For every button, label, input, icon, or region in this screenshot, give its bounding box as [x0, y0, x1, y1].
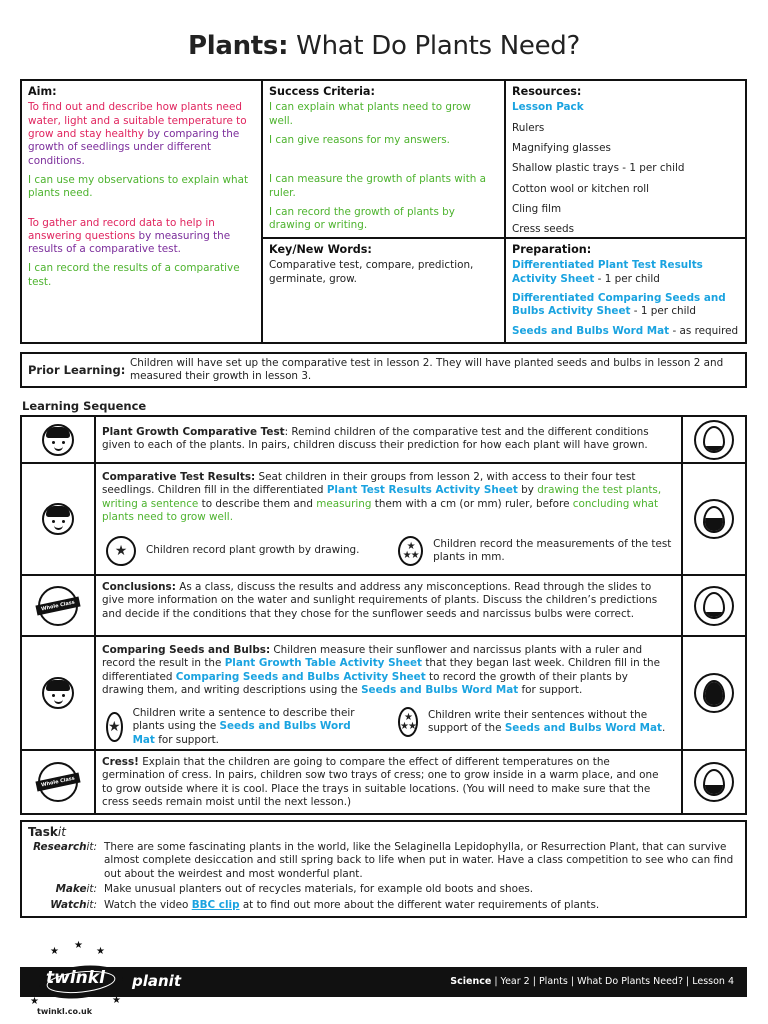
egg-timer-icon: [694, 673, 734, 713]
planit-logo: planit: [132, 972, 181, 990]
three-star-icon: ★ ★★: [398, 536, 423, 566]
key-words-cell: Key/New Words: Comparative test, compare, prediction, germinate, grow.: [263, 239, 506, 342]
plant-test-results-link[interactable]: Plant Test Results Activity Sheet: [326, 484, 518, 497]
sequence-row: Whole Class Conclusions: As a class, discuss the results and address any misconceptions. Read through the slides to give more information on the water and sunlight requirements of plants. Discuss the children’s predictions and decide if the conditions that they chose for the sunflower seeds and narcissus bulbs were correct.: [22, 576, 745, 637]
plant-growth-table-link[interactable]: Plant Growth Table Activity Sheet: [224, 657, 423, 670]
star-icon: ★: [50, 946, 59, 957]
word-mat-link[interactable]: Seeds and Bulbs Word Mat: [361, 683, 519, 696]
taskit-title: Taskit: [28, 825, 66, 839]
child-face-icon: [42, 424, 74, 456]
one-star-icon: ★: [106, 536, 136, 566]
aim-heading: Aim:: [28, 85, 57, 98]
sequence-row: Comparative Test Results: Seat children in their groups from lesson 2, with access to their four test seedlings. Children fill in the differentiated Plant Test Results Activity Sheet by drawing the test plants, writing a sentence to describe them and measuring them with a cm (or mm) ruler, before concluding what plants need to grow well. ★ Children record plant growth by drawing. ★ ★★ Children record the measurements of the test plants in mm.: [22, 464, 745, 576]
breadcrumb: Science | Year 2 | Plants | What Do Plants Need? | Lesson 4: [450, 976, 734, 987]
prep-link-3[interactable]: Seeds and Bulbs Word Mat: [512, 324, 670, 337]
whole-class-icon: Whole Class: [38, 762, 78, 802]
comparing-seeds-bulbs-link[interactable]: Comparing Seeds and Bulbs Activity Sheet: [175, 670, 426, 683]
success-criteria-cell: Success Criteria: I can explain what plants need to grow well. I can give reasons for my answers. I can measure the growth of plants with a ruler. I can record the growth of plants by drawing or writing.: [263, 81, 506, 239]
preparation-cell: Preparation: Differentiated Plant Test Results Activity Sheet - 1 per child Differentiated Comparing Seeds and Bulbs Activity Sheet - 1 per child Seeds and Bulbs Word Mat - as required: [512, 243, 739, 337]
pair-faces-icon: [42, 503, 74, 535]
sequence-row: Comparing Seeds and Bulbs: Children measure their sunflower and narcissus plants with a ruler and record the result in the Plant Growth Table Activity Sheet that they began last week. Children fill in the differentiated Comparing Seeds and Bulbs Activity Sheet to record the growth of their plants by drawing them, and writing descriptions using the Seeds and Bulbs Word Mat for support. ★ Children write a sentence to describe their plants using the Seeds and Bulbs Word Mat for support. ★ ★★ Children write their sentences without the support of the Seeds and Bulbs Word Mat.: [22, 637, 745, 751]
prep-link-2[interactable]: Differentiated Comparing Seeds and Bulbs Activity Sheet: [512, 291, 726, 318]
child-face-icon: [42, 677, 74, 709]
three-star-icon: ★ ★★: [398, 707, 418, 737]
differentiation-1: ★ Children write a sentence to describe their plants using the Seeds and Bulbs Word Mat for support.: [108, 707, 355, 746]
egg-timer-icon: [694, 762, 734, 802]
resources-cell: Resources: Lesson Pack Rulers Magnifying glasses Shallow plastic trays - 1 per child Cotton wool or kitchen roll Cling film Cress seeds: [506, 81, 745, 239]
sequence-row: Whole Class Cress! Explain that the children are going to compare the effect of different temperatures on the germination of cress. In pairs, children sow two trays of cress; one to grow inside in a warm place, and one to grow outside where it is cool. Place the trays in suitable locations. (You will need to make sure that the cress seeds remain moist until the next lesson.): [22, 751, 745, 813]
star-icon: ★: [96, 946, 105, 957]
website-url: twinkl.co.uk: [37, 1007, 93, 1016]
learning-sequence-table: [20, 415, 747, 815]
bbc-clip-link[interactable]: BBC clip: [191, 899, 240, 911]
differentiation-3: ★ ★★ Children write their sentences without the support of the Seeds and Bulbs Word Mat.: [398, 707, 678, 737]
differentiation-3: ★ ★★ Children record the measurements of the test plants in mm.: [398, 536, 688, 566]
sequence-row: Plant Growth Comparative Test: Remind children of the comparative test and the different conditions given to each of the plants. In pairs, children discuss their prediction for how each plant will have grown.: [22, 417, 745, 464]
star-icon: ★: [30, 996, 39, 1007]
taskit-box: Taskit Researchit: There are some fascinating plants in the world, like the Selaginella Lepidophylla, or Resurrection Plant, that can survive almost complete desiccation and still spring back to life when put in water. Have a class competition to see who can find out about the weirdest and most wonderful plant. Makeit: Make unusual planters out of recycles materials, for example old boots and shoes. Watchit: Watch the video BBC clip at to find out more about the different water requirements of plants.: [20, 820, 747, 918]
egg-timer-icon: [694, 499, 734, 539]
prior-learning-box: Prior Learning: Children will have set up the comparative test in lesson 2. They will have planted seeds and bulbs in lesson 2 and measured their growth in lesson 3.: [20, 352, 747, 388]
twinkl-logo-text: twinkl: [46, 968, 105, 988]
egg-timer-icon: [694, 420, 734, 460]
egg-timer-icon: [694, 586, 734, 626]
lesson-overview-table: [20, 79, 747, 344]
lesson-pack-link[interactable]: Lesson Pack: [512, 101, 584, 114]
differentiation-1: ★ Children record plant growth by drawing.: [106, 536, 359, 566]
star-icon: ★: [74, 940, 83, 951]
learning-sequence-title: Learning Sequence: [22, 399, 147, 413]
aim-cell: Aim: To find out and describe how plants need water, light and a suitable temperature to grow and stay healthy by comparing the growth of seedlings under different conditions. I can use my observations to explain what plants need. To gather and record data to help in answering questions by measuring the results of a comparative test. I can record the results of a comparative test.: [22, 81, 263, 342]
one-star-icon: ★: [106, 712, 123, 742]
page-title: Plants: What Do Plants Need?: [187, 31, 581, 61]
prep-link-1[interactable]: Differentiated Plant Test Results Activity Sheet: [512, 259, 703, 285]
whole-class-icon: Whole Class: [38, 586, 78, 626]
star-icon: ★: [112, 995, 121, 1006]
